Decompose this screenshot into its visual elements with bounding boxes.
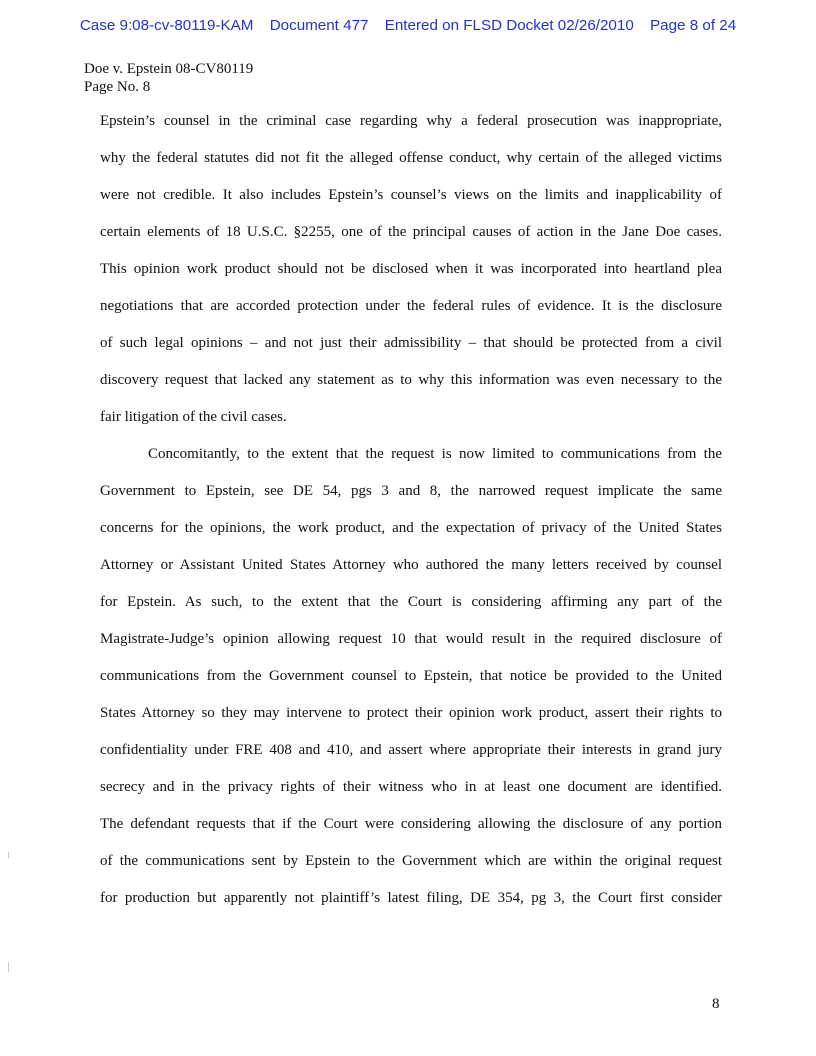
text-line: concerns for the opinions, the work product, and the expectation of privacy of the United States — [100, 520, 722, 536]
text-line: of such legal opinions – and not just their admissibility – that should be protected from a civil — [100, 335, 722, 351]
text-line: why the federal statutes did not fit the alleged offense conduct, why certain of the alleged victims — [100, 150, 722, 166]
page-count: Page 8 of 24 — [650, 17, 737, 34]
docket-header-stamp — [0, 17, 816, 34]
page-number: 8 — [712, 996, 720, 1012]
case-number: Case 9:08-cv-80119-KAM — [79, 17, 254, 34]
text-line: confidentiality under FRE 408 and 410, and assert where appropriate their interests in grand jury — [100, 742, 722, 758]
scan-margin-mark — [8, 962, 9, 972]
scan-margin-mark — [8, 852, 9, 858]
text-line: Attorney or Assistant United States Attorney who authored the many letters received by counsel — [100, 557, 722, 573]
caption-page-no: Page No. 8 — [84, 79, 151, 95]
text-line: of the communications sent by Epstein to the Government which are within the original request — [100, 853, 722, 869]
text-line: negotiations that are accorded protection under the federal rules of evidence. It is the disclosure — [100, 298, 722, 314]
text-line: certain elements of 18 U.S.C. §2255, one of the principal causes of action in the Jane Doe cases. — [100, 224, 722, 240]
case-caption — [84, 60, 253, 96]
text-line: Epstein’s counsel in the criminal case regarding why a federal prosecution was inappropriate, — [100, 113, 722, 129]
text-line: for production but apparently not plaintiff’s latest filing, DE 354, pg 3, the Court first consider — [100, 890, 722, 906]
text-line: communications from the Government counsel to Epstein, that notice be provided to the United — [100, 668, 722, 684]
docket-entry-date: Entered on FLSD Docket 02/26/2010 — [384, 17, 634, 34]
text-line: Magistrate-Judge’s opinion allowing request 10 that would result in the required disclosure of — [100, 631, 722, 647]
text-line: Government to Epstein, see DE 54, pgs 3 and 8, the narrowed request implicate the same — [100, 483, 722, 499]
text-line: secrecy and in the privacy rights of their witness who in at least one document are identified. — [100, 779, 722, 795]
paragraph-first-line: Concomitantly, to the extent that the request is now limited to communications from the — [148, 446, 722, 462]
body-text — [100, 106, 722, 920]
caption-title: Doe v. Epstein 08-CV80119 — [84, 61, 254, 77]
text-line: fair litigation of the civil cases. — [100, 409, 287, 425]
text-line: discovery request that lacked any statement as to why this information was even necessary to the — [100, 372, 722, 388]
text-line: for Epstein. As such, to the extent that the Court is considering affirming any part of the — [100, 594, 722, 610]
text-line: States Attorney so they may intervene to protect their opinion work product, assert their rights to — [100, 705, 722, 721]
document-number: Document 477 — [269, 17, 369, 34]
text-line: The defendant requests that if the Court were considering allowing the disclosure of any portion — [100, 816, 722, 832]
text-line: were not credible. It also includes Epstein’s counsel’s views on the limits and inapplicability of — [100, 187, 722, 203]
text-line: This opinion work product should not be disclosed when it was incorporated into heartland plea — [100, 261, 722, 277]
